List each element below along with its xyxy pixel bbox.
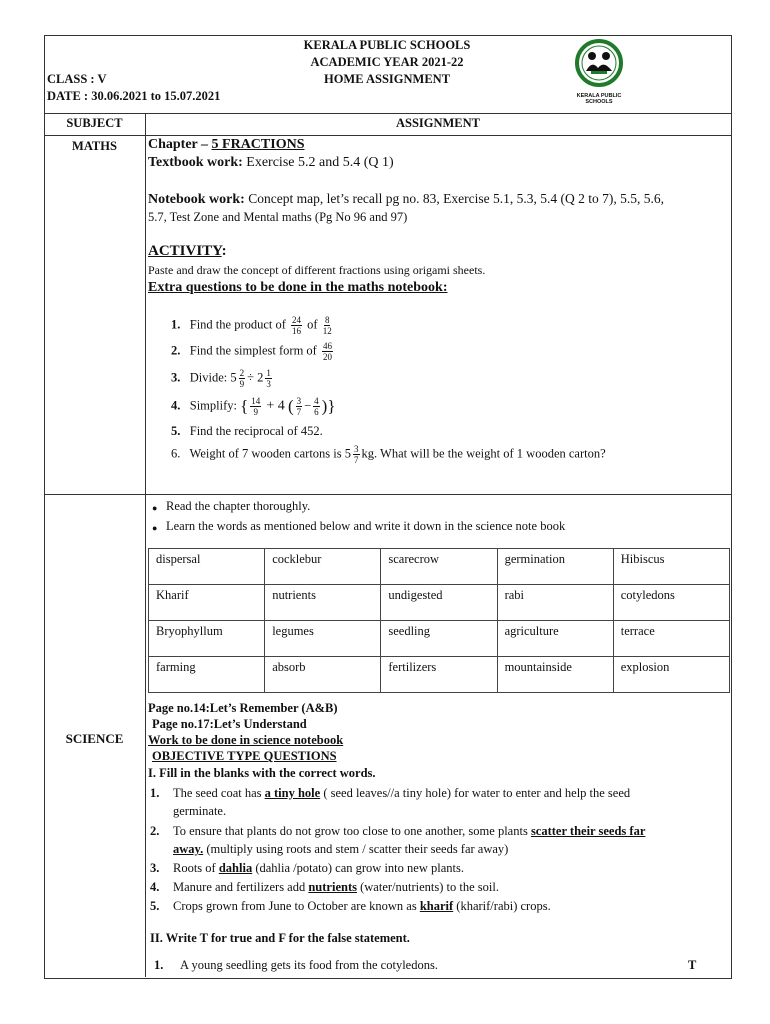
textbook-text: Exercise 5.2 and 5.4 (Q 1) [242, 155, 394, 170]
question-number: 5. [171, 424, 181, 438]
maths-question-2 [171, 341, 335, 362]
question-number: 1. [150, 786, 160, 800]
logo-text: KERALA PUBLIC SCHOOLS [576, 93, 622, 105]
column-divider [145, 113, 146, 977]
denominator: 12 [322, 326, 332, 336]
question-number: 6. [171, 446, 181, 461]
numerator: 2 [239, 368, 245, 378]
numerator: 8 [324, 315, 330, 325]
table-cell: Bryophyllum [149, 621, 265, 657]
question-number: 4. [171, 398, 181, 413]
question-text: crops. [517, 899, 551, 913]
denominator: 16 [292, 326, 302, 336]
fraction [323, 315, 332, 336]
table-cell: farming [149, 657, 265, 693]
table-row [149, 657, 730, 693]
question-text: (water/nutrients) to the soil. [356, 880, 499, 894]
minus-sign: − [304, 398, 312, 413]
objective-heading: OBJECTIVE TYPE QUESTIONS [152, 749, 337, 763]
question-text: (dahlia /potato) can grow into new plants. [252, 861, 464, 875]
science-words-table [148, 548, 730, 693]
table-cell: legumes [265, 621, 381, 657]
question-text: Find the simplest form of [189, 343, 317, 358]
fill-blank-1 [173, 786, 728, 801]
question-text: Find the reciprocal of 452. [189, 424, 323, 438]
denominator: 9 [253, 407, 259, 417]
question-text: (multiply using roots and stem / scatter their seeds far away) [203, 842, 509, 856]
table-cell: rabi [497, 585, 613, 621]
table-cell: scarecrow [381, 549, 497, 585]
numerator: 24 [292, 315, 302, 325]
question-text: Manure and fertilizers add [173, 880, 309, 894]
question-number: 3. [150, 861, 160, 875]
fill-blank-5 [173, 899, 551, 914]
table-cell: cocklebur [265, 549, 381, 585]
fraction [250, 396, 261, 417]
chapter-name: 5 FRACTIONS [211, 137, 305, 152]
subject-science: SCIENCE [65, 731, 124, 746]
table-cell: seedling [381, 621, 497, 657]
question-text: To ensure that plants do not grow too close to one another, some plants [173, 824, 531, 838]
numerator: 1 [266, 368, 271, 378]
answer: away. [173, 842, 204, 856]
numerator: 4 [314, 396, 319, 406]
question-text: Simplify: [189, 398, 237, 413]
close-brace: } [327, 396, 336, 416]
table-cell: absorb [265, 657, 381, 693]
answer: a tiny hole [264, 786, 321, 800]
open-brace: { [240, 396, 249, 416]
fraction [296, 396, 303, 417]
close-paren: ) [321, 396, 328, 416]
maths-question-3 [171, 368, 274, 389]
question-number: 5. [150, 899, 160, 913]
divider [44, 494, 731, 495]
chapter-heading [148, 137, 305, 153]
notebook-instruction: Work to be done in science notebook [148, 733, 344, 747]
school-name: KERALA PUBLIC SCHOOLS [303, 38, 471, 52]
question-number: 3. [171, 370, 181, 385]
table-cell: mountainside [497, 657, 613, 693]
of-word: of [307, 317, 318, 332]
denominator: 3 [266, 379, 271, 389]
table-row [149, 621, 730, 657]
open-paren: ( [287, 396, 294, 416]
question-number: 1. [171, 317, 181, 332]
table-cell: fertilizers [381, 657, 497, 693]
fraction [265, 368, 272, 389]
table-cell: terrace [613, 621, 729, 657]
question-number: 2. [150, 824, 160, 838]
maths-question-4 [171, 396, 336, 417]
numerator: 3 [296, 396, 302, 406]
fill-blank-2-cont [173, 842, 508, 857]
assignment-title: HOME ASSIGNMENT [323, 72, 451, 86]
activity-heading [148, 243, 227, 260]
divider [44, 113, 731, 114]
denominator: 7 [354, 455, 359, 465]
table-cell: explosion [613, 657, 729, 693]
page-ref-2: Page no.17:Let’s Understand [152, 717, 307, 731]
chapter-prefix: Chapter – [148, 137, 212, 152]
table-cell: undigested [381, 585, 497, 621]
subject-column-header: SUBJECT [66, 116, 123, 130]
question-number: 1. [154, 958, 164, 972]
notebook-text2: 5.7, Test Zone and Mental maths (Pg No 96 and 97) [148, 210, 408, 224]
numerator: 46 [322, 341, 332, 351]
question-number: 2. [171, 343, 181, 358]
answer: dahlia [218, 861, 253, 875]
bullet-icon: ● [152, 523, 158, 533]
maths-question-5 [171, 424, 323, 439]
table-cell: agriculture [497, 621, 613, 657]
fill-blank-2 [173, 824, 728, 839]
fill-blank-4 [173, 880, 499, 895]
question-text: Crops grown from June to October are known as [173, 899, 420, 913]
academic-year: ACADEMIC YEAR 2021-22 [310, 55, 464, 69]
question-text: Weight of 7 wooden cartons is 5 [189, 446, 351, 461]
bullet-icon: ● [152, 503, 158, 513]
plus-sign: + 4 [266, 398, 285, 414]
question-text: The seed coat has [173, 786, 265, 800]
divide-sign: ÷ 2 [247, 370, 264, 385]
table-cell: cotyledons [613, 585, 729, 621]
date-label: DATE : 30.06.2021 to 15.07.2021 [47, 89, 221, 103]
maths-question-6 [171, 444, 606, 465]
question-text: ( seed leaves//a tiny hole) for water to enter and help the seed [320, 786, 631, 800]
table-row [149, 585, 730, 621]
subject-maths: MATHS [72, 139, 117, 153]
school-logo [568, 38, 630, 104]
answer: kharif [419, 899, 454, 913]
fraction [322, 341, 333, 362]
question-text-end: kg. What will be the weight of 1 wooden carton? [361, 446, 606, 461]
numerator: 14 [251, 396, 261, 406]
class-label: CLASS : V [47, 72, 107, 86]
activity-text: Paste and draw the concept of different fractions using origami sheets. [148, 263, 486, 277]
fraction [353, 444, 360, 465]
question-text: Find the product of [189, 317, 286, 332]
table-cell: dispersal [149, 549, 265, 585]
numerator: 3 [354, 444, 359, 454]
fill-blank-1-cont: germinate. [173, 804, 227, 818]
table-cell: Hibiscus [613, 549, 729, 585]
table-cell: nutrients [265, 585, 381, 621]
question-text: Divide: 5 [189, 370, 237, 385]
answer: scatter their seeds far [530, 824, 646, 838]
denominator: 20 [322, 352, 332, 362]
activity-colon: : [221, 243, 227, 259]
section-fill-blanks: I. Fill in the blanks with the correct words. [148, 766, 376, 780]
fraction [291, 315, 302, 336]
science-bullet-2: Learn the words as mentioned below and write it down in the science note book [166, 519, 566, 533]
true-false-1: A young seedling gets its food from the cotyledons. [180, 958, 438, 972]
fraction [239, 368, 246, 389]
divider [44, 135, 731, 136]
textbook-label: Textbook work: [148, 155, 243, 170]
answer: nutrients [308, 880, 357, 894]
question-number: 4. [150, 880, 160, 894]
table-row [149, 549, 730, 585]
question-text: (kharif/rabi) [453, 899, 518, 913]
question-text: Roots of [173, 861, 219, 875]
assignment-column-header: ASSIGNMENT [395, 116, 481, 130]
denominator: 7 [296, 407, 302, 417]
activity-label: ACTIVITY [148, 243, 222, 259]
denominator: 9 [239, 379, 245, 389]
denominator: 6 [314, 407, 319, 417]
fill-blank-3 [173, 861, 464, 876]
extra-questions-heading: Extra questions to be done in the maths notebook: [148, 280, 448, 295]
table-cell: Kharif [149, 585, 265, 621]
notebook-work [148, 191, 728, 208]
section-true-false: II. Write T for true and F for the false statement. [150, 931, 410, 945]
maths-question-1 [171, 315, 334, 336]
table-cell: germination [497, 549, 613, 585]
page-ref-1: Page no.14:Let’s Remember (A&B) [148, 701, 338, 715]
science-bullet-1: Read the chapter thoroughly. [166, 499, 311, 513]
true-false-answer: T [688, 958, 697, 972]
notebook-text1: Concept map, let’s recall pg no. 83, Exercise 5.1, 5.3, 5.4 (Q 2 to 7), 5.5, 5.6, [244, 191, 665, 206]
notebook-label: Notebook work: [148, 192, 245, 207]
textbook-work [148, 155, 394, 171]
fraction [313, 396, 320, 417]
